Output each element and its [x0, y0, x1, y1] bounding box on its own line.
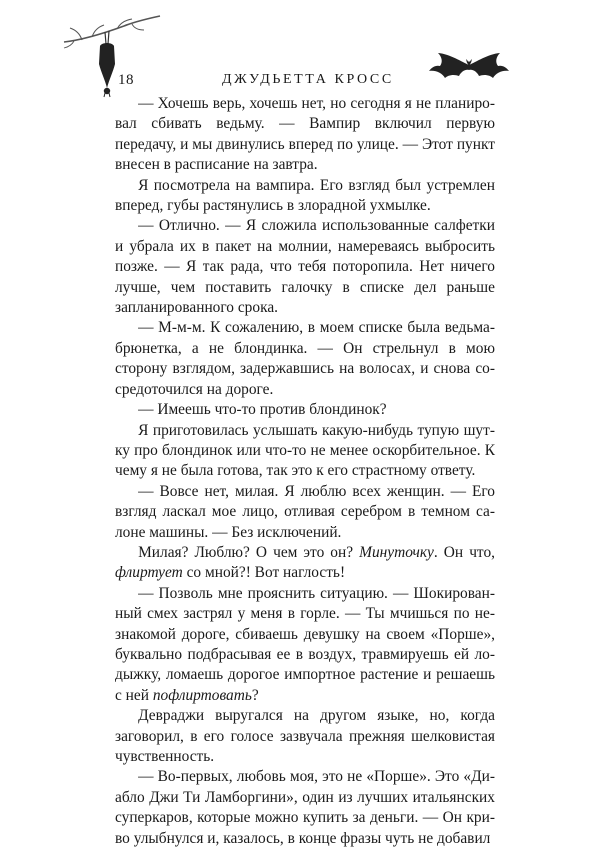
branch-with-hanging-bat-icon	[62, 14, 162, 104]
paragraph: — Хочешь верь, хочешь нет, но сегодня я не планировал сбивать ведьму. — Вампир включил первую передачу, и мы двинулись вперед по улице. — Этот пункт внесен в расписание на завтра.	[115, 95, 495, 174]
paragraph: — М-м-м. К сожалению, в моем списке была ведьма-брюнетка, а не блондинка. — Он стрельнул в мою сторону взглядом, задержавшись на волосах, и снова сосредоточился на дороге.	[115, 319, 495, 398]
italic-emphasis: флиртует	[115, 564, 183, 582]
paragraph: — Отлично. — Я сложила использованные салфетки и убрала их в пакет на молнии, намереваясь выбросить позже. — Я так рада, что тебя поторопила. Нет ничего лучше, чем поставить галочку в списке дел раньше запланированного срока.	[115, 217, 495, 317]
paragraph: Я приготовилась услышать какую-нибудь тупую шутку про блондинок или что-то не менее оскорбительное. К чему я не была готова, так это к его страстному ответу.	[115, 421, 495, 480]
paragraph: — Во-первых, любовь моя, это не «Порше». Это «Диабло Джи Ти Ламборгини», один из лучших итальянских суперкаров, которые можно купить за деньги. — Он криво улыбнулся и, казалось, в конце фразы чуть не добавил	[115, 768, 495, 847]
flying-bat-icon	[428, 50, 510, 86]
paragraph: — Вовсе нет, милая. Я люблю всех женщин. — Его взгляд ласкал мое лицо, отливая серебром в темном салоне машины. — Без исключений.	[115, 482, 495, 541]
page-number: 18	[118, 72, 134, 88]
body-text	[115, 94, 495, 849]
italic-emphasis: Минуточку	[359, 543, 434, 561]
paragraph: Девраджи выругался на другом языке, но, когда заговорил, в его голосе зазвучала прежняя шелковистая чувственность.	[115, 707, 495, 765]
paragraph: — Позволь мне прояснить ситуацию. — Шокированный смех застрял у меня в горле. — Ты мчишься по незнакомой дороге, сбиваешь девушку на своем «Порше», буквально подбрасывая ее в воздух, травмируешь ей лодыжку, ломаешь дорогое импортное растение и решаешь с ней пофлиртовать?	[115, 584, 495, 704]
paragraph: — Имеешь что-то против блондинок?	[138, 401, 387, 419]
page-header	[0, 0, 600, 100]
italic-emphasis: пофлиртовать	[152, 686, 252, 704]
paragraph: Милая? Люблю? О чем это он? Минуточку. Он что, флиртует со мной?! Вот наглость!	[115, 543, 496, 582]
running-title: ДЖУДЬЕТТА КРОСС	[222, 72, 394, 87]
paragraph: Я посмотрела на вампира. Его взгляд был устремлен вперед, губы растянулись в злорадной ухмылке.	[115, 176, 495, 215]
